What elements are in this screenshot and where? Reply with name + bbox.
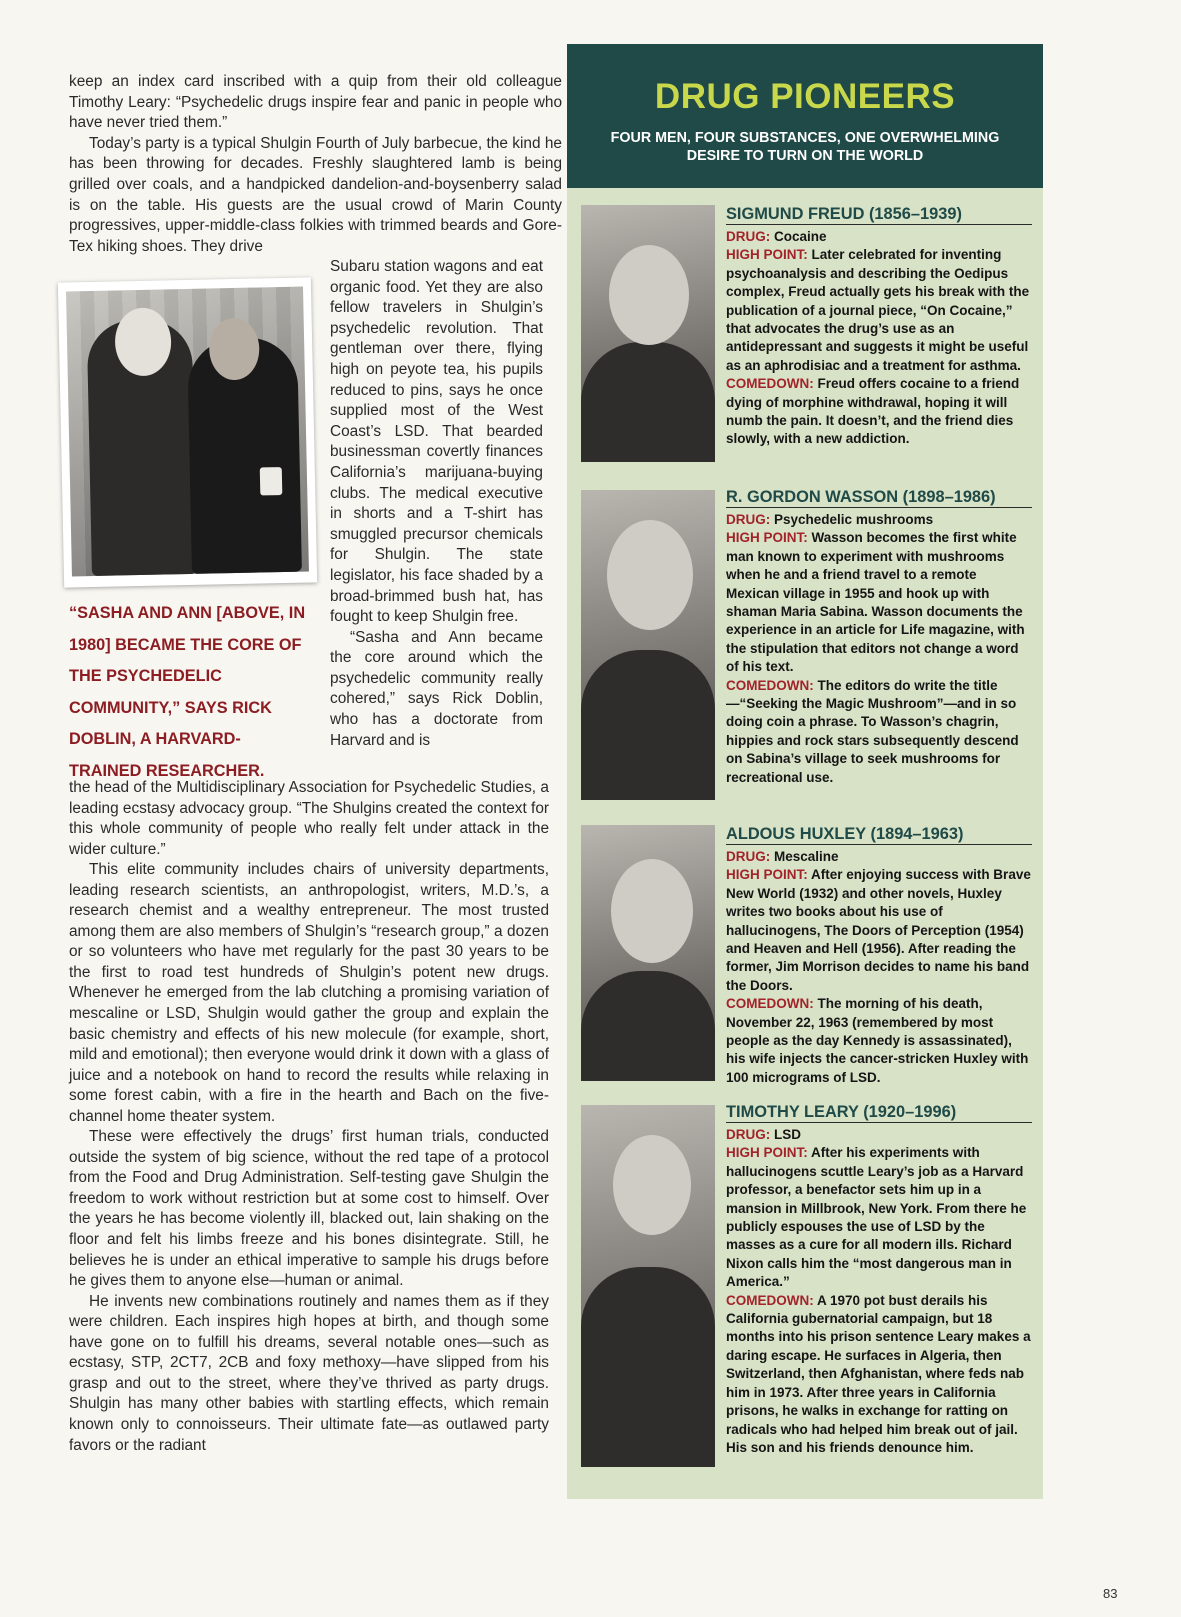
shulgins-photo xyxy=(58,277,317,587)
pioneer-details xyxy=(726,511,1032,787)
comedown-label: COMEDOWN: xyxy=(726,677,814,693)
high-point-text: After enjoying success with Brave New World (1932) and other novels, Huxley writes two books about his use of hallucinogens, The Doors of Perception (1954) and Heaven and Hell (1956). After reading the former, Jim Morrison decides to name his band the Doors. xyxy=(726,867,1031,993)
article-top xyxy=(69,72,562,257)
body-paragraph: These were effectively the drugs’ first human trials, conducted outside the system of big science, without the red tape of a protocol from the Food and Drug Administration. Self-testing gave Shulgin the freedom to work without restriction but at some cost to himself. Over the years he has become violently ill, blacked out, lain shaking on the floor and felt his limbs freeze and his bones disintegrate. Still, he believes he is under an ethical imperative to sample his drugs before he gives them to anyone else—human or animal. xyxy=(69,1128,549,1290)
comedown-text: The morning of his death, November 22, 1963 (remembered by most people as the day Kennedy is assassinated), his wife injects the cancer-stricken Huxley with 100 micrograms of LSD. xyxy=(726,996,1029,1085)
body-paragraph: Subaru station wagons and eat organic food. Yet they are also fellow travelers in Shulgin’s psychedelic revolution. That gentleman over there, flying high on peyote tea, his pupils reduced to pins, says he once supplied most of the West Coast’s LSD. That bearded businessman covertly finances California’s marijuana-buying clubs. The medical executive in shorts and a T-shirt has smuggled precursor chemicals for Shulgin. The state legislator, his face shaded by a broad-brimmed bush hat, has fought to keep Shulgin free. xyxy=(330,258,543,626)
body-paragraph: the head of the Multidisciplinary Association for Psychedelic Studies, a leading ecstasy advocacy group. “The Shulgins created the context for this whole community of people who really felt under attack in the wider culture.” xyxy=(69,779,549,858)
sidebar-header xyxy=(567,44,1043,188)
article-wrap-column xyxy=(330,257,543,751)
body-paragraph: keep an index card inscribed with a quip from their old colleague Timothy Leary: “Psychedelic drugs inspire fear and panic in people who have never tried them.” xyxy=(69,73,562,132)
drug-label: DRUG: xyxy=(726,512,771,527)
pioneer-name: ALDOUS HUXLEY (1894–1963) xyxy=(726,825,1032,845)
drug-label: DRUG: xyxy=(726,229,771,244)
freud-portrait xyxy=(581,205,715,462)
high-point-text: Later celebrated for inventing psychoanalysis and describing the Oedipus complex, Freud actually gets his break with the publication of a journal piece, “On Cocaine,” that advocates the drug’s use as an antidepressant and suggests it might be useful as an aphrodisiac and a treatment for asthma. xyxy=(726,247,1030,373)
pioneer-details xyxy=(726,848,1032,1087)
pioneer-details xyxy=(726,228,1032,449)
sidebar-subtitle: FOUR MEN, FOUR SUBSTANCES, ONE OVERWHELMING DESIRE TO TURN ON THE WORLD xyxy=(610,130,1000,164)
comedown-label: COMEDOWN: xyxy=(726,376,814,392)
wasson-portrait xyxy=(581,490,715,800)
high-point-text: Wasson becomes the first white man known to experiment with mushrooms when he and a friend travel to a remote Mexican village in 1955 and hook up with shaman Maria Sabina. Wasson documents the experience in an article for Life magazine, with the stipulation that editors not change a word of his text. xyxy=(726,530,1025,675)
high-point-label: HIGH POINT: xyxy=(726,247,808,263)
sidebar-title: DRUG PIONEERS xyxy=(654,77,956,116)
article-bottom xyxy=(69,778,549,1456)
comedown-text: The editors do write the title—“Seeking the Magic Mushroom”—and in so doing coin a phrase. To Wasson’s chagrin, hippies and rock stars subsequently descend on Sabina’s village to seek mushrooms for recreational use. xyxy=(726,677,1019,785)
pioneer-name: R. GORDON WASSON (1898–1986) xyxy=(726,488,1032,508)
comedown-text: A 1970 pot bust derails his California gubernatorial campaign, but 18 months into his prison sentence Leary makes a daring escape. He surfaces in Algeria, then Switzerland, then Afghanistan, where feds nab him in 1973. After three years in California prisons, he walks in exchange for ratting on radicals who had helped him break out of jail. His son and his friends denounce him. xyxy=(726,1292,1031,1455)
body-paragraph: This elite community includes chairs of university departments, leading research scientists, an anthropologist, writers, M.D.’s, a research chemist and a wealthy entrepreneur. The most trusted among them are also members of Shulgin’s “research group,” a dozen or so volunteers who have met regularly for the past 30 years to be the first to road test hundreds of Shulgin’s potent new drugs. Whenever he emerged from the lab clutching a promising variation of mescaline or LSD, Shulgin would gather the group and explain the basic chemistry and effects of his new molecule (for example, short, mild and emotional); then everyone would drink it down with a glass of juice and a notebook on hand to record the results while relaxing in some forest cabin, with a fire in the hearth and Bach on the five-channel home theater system. xyxy=(69,861,549,1125)
body-paragraph: Today’s party is a typical Shulgin Fourth of July barbecue, the kind he has been throwing for decades. Freshly slaughtered lamb is being grilled over coals, and a handpicked dandelion-and-boysenberry salad is on the table. His guests are the usual crowd of Marin County progressives, upper-middle-class folkies with trimmed beards and Gore-Tex hiking shoes. They drive xyxy=(69,134,562,255)
comedown-label: COMEDOWN: xyxy=(726,1292,814,1308)
pioneer-details xyxy=(726,1126,1032,1457)
drug-value: Cocaine xyxy=(774,229,827,244)
drug-value: Mescaline xyxy=(774,849,839,864)
high-point-label: HIGH POINT: xyxy=(726,530,808,546)
comedown-text: Freud offers cocaine to a friend dying of morphine withdrawal, hoping it will numb the pain. It doesn’t, and the friend dies slowly, with a new addiction. xyxy=(726,376,1020,447)
comedown-label: COMEDOWN: xyxy=(726,996,814,1012)
high-point-text: After his experiments with hallucinogens scuttle Leary’s job as a Harvard professor, a benefactor sets him up in a mansion in Millbrook, New York. From there he publicly espouses the use of LSD by the masses as a cure for all modern ills. Richard Nixon calls him the “most dangerous man in America.” xyxy=(726,1145,1027,1290)
drug-value: Psychedelic mushrooms xyxy=(774,512,934,527)
drug-label: DRUG: xyxy=(726,1127,771,1142)
huxley-portrait xyxy=(581,825,715,1081)
high-point-label: HIGH POINT: xyxy=(726,867,808,883)
photo-caption: “SASHA AND ANN [ABOVE, IN 1980] BECAME THE CORE OF THE PSYCHEDELIC COMMUNITY,” SAYS RICK DOBLIN, A HARVARD-TRAINED RESEARCHER. xyxy=(69,604,306,780)
page-number: 83 xyxy=(1103,1586,1118,1601)
drug-value: LSD xyxy=(774,1127,802,1142)
body-paragraph: He invents new combinations routinely and names them as if they were children. Each inspires high hopes at birth, and though some have gone on to fulfill his dreams, several notable ones—such as ecstasy, STP, 2CT7, 2CB and foxy methoxy—have slipped from his grasp and out to the street, where they’ve thrived as party drugs. Shulgin has many other babies with startling effects, which remain known only to connoisseurs. Their ultimate fate—as outlawed party favors or the radiant xyxy=(69,1292,549,1454)
drug-pioneers-sidebar xyxy=(567,44,1043,1499)
body-paragraph: “Sasha and Ann became the core around which the psychedelic community really cohered,” says Rick Doblin, who has a doctorate from Harvard and is xyxy=(330,628,543,749)
pioneer-name: TIMOTHY LEARY (1920–1996) xyxy=(726,1103,1032,1123)
drug-label: DRUG: xyxy=(726,849,771,864)
photo-image xyxy=(66,287,309,577)
high-point-label: HIGH POINT: xyxy=(726,1145,808,1161)
pioneer-name: SIGMUND FREUD (1856–1939) xyxy=(726,205,1032,225)
leary-portrait xyxy=(581,1105,715,1467)
